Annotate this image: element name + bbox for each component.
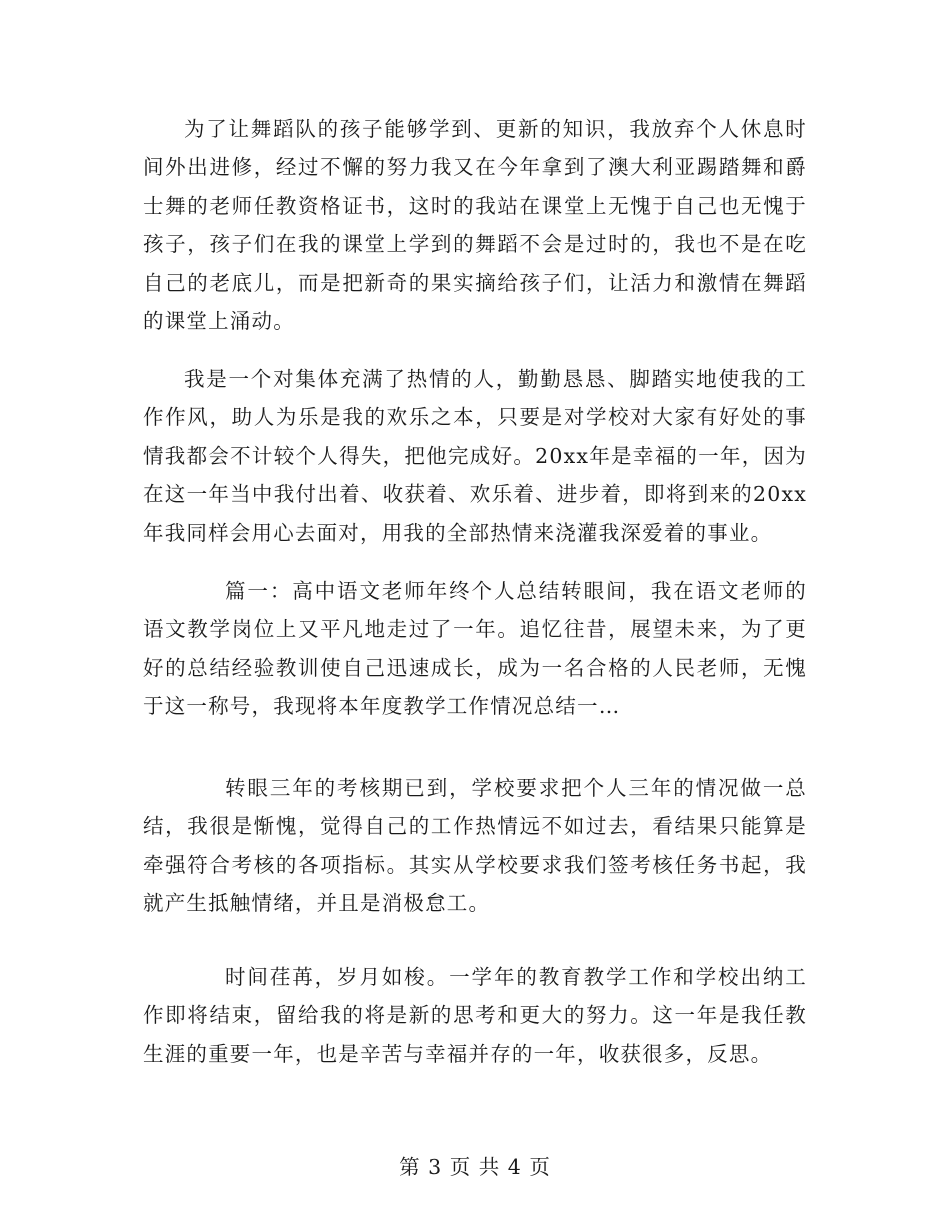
page-footer: 第 3 页 共 4 页: [399, 1155, 551, 1179]
paragraph-assessment-period: 转眼三年的考核期已到，学校要求把个人三年的情况做一总结，我很是惭愧，觉得自己的工作热情远不如过去，看结果只能算是牵强符合考核的各项指标。其实从学校要求我们签考核任务书起，我就产生抵触情绪，并且是消极怠工。: [143, 776, 807, 916]
paragraph-work-attitude: 我是一个对集体充满了热情的人，勤勤恳恳、脚踏实地使我的工作作风，助人为乐是我的欢乐之本，只要是对学校对大家有好处的事情我都会不计较个人得失，把他完成好。20xx年是幸福的一年，因为在这一年当中我付出着、收获着、欢乐着、进步着，即将到来的20xx年我同样会用心去面对，用我的全部热情来浇灌我深爱着的事业。: [143, 367, 807, 545]
paragraph-dance-training: 为了让舞蹈队的孩子能够学到、更新的知识，我放弃个人休息时间外出进修，经过不懈的努力我又在今年拿到了澳大利亚踢踏舞和爵士舞的老师任教资格证书，这时的我站在课堂上无愧于自己也无愧于孩子，孩子们在我的课堂上学到的舞蹈不会是过时的，我也不是在吃自己的老底儿，而是把新奇的果实摘给孩子们，让活力和激情在舞蹈的课堂上涌动。: [143, 117, 807, 334]
paragraph-school-year: 时间荏苒，岁月如梭。一学年的教育教学工作和学校出纳工作即将结束，留给我的将是新的思考和更大的努力。这一年是我任教生涯的重要一年，也是辛苦与幸福并存的一年，收获很多，反思。: [143, 965, 807, 1066]
paragraph-chinese-teacher-summary: 篇一：高中语文老师年终个人总结转眼间，我在语文老师的语文教学岗位上又平凡地走过了一年。追忆往昔，展望未来，为了更好的总结经验教训使自己迅速成长，成为一名合格的人民老师，无愧于这一称号，我现将本年度教学工作情况总结一…: [143, 579, 807, 719]
